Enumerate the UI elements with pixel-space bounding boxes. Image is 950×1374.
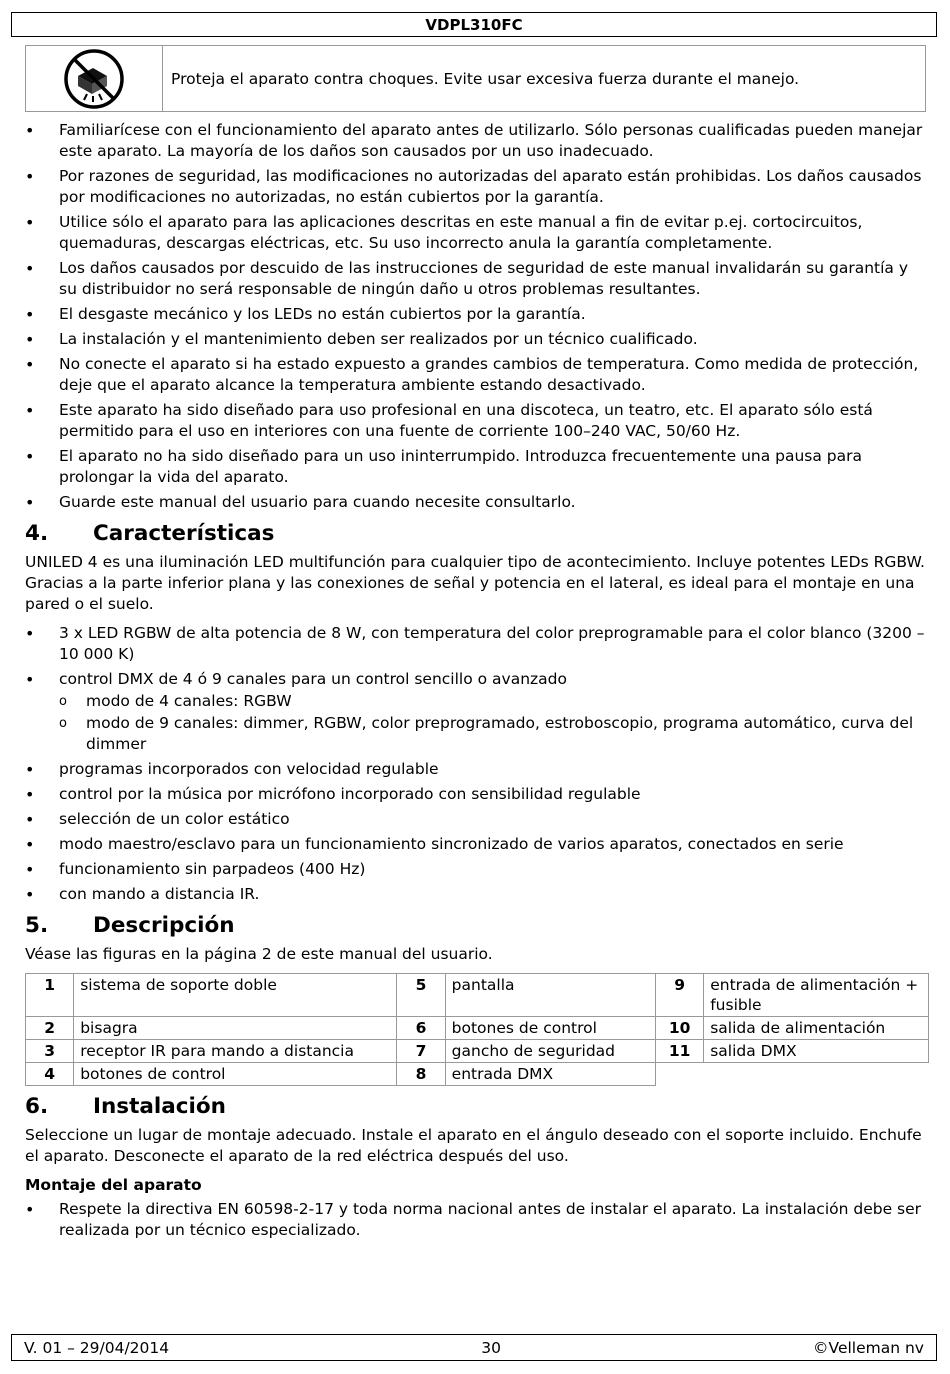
list-item: • Los daños causados por descuido de las instrucciones de seguridad de este manual invalidarán su garantía y su distribuidor no será responsable de ningún daño u otros problemas resultantes. (25, 258, 925, 300)
part-name: botones de control (74, 1063, 397, 1086)
part-name: receptor IR para mando a distancia (74, 1040, 397, 1063)
installation-intro: Seleccione un lugar de montaje adecuado. Instale el aparato en el ángulo deseado con el soporte incluido. Enchufe el aparato. Desconecte el aparato de la red eléctrica después del uso. (25, 1126, 922, 1165)
list-item: • funcionamiento sin parpadeos (400 Hz) (25, 859, 925, 880)
subheading-mounting: Montaje del aparato (25, 1176, 202, 1194)
part-name: entrada de alimentación + fusible (704, 974, 929, 1017)
part-name: salida de alimentación (704, 1017, 929, 1040)
table-row (26, 1017, 929, 1040)
section-number: 4. (25, 521, 49, 546)
sub-list-item: o modo de 9 canales: dimmer, RGBW, color preprogramado, estroboscopio, programa automático, curva del dimmer (59, 713, 925, 755)
footer-copyright: ©Velleman nv (813, 1338, 924, 1357)
no-shock-icon (63, 48, 125, 110)
safety-list (25, 120, 925, 513)
empty-cell (704, 1063, 929, 1086)
list-item: • La instalación y el mantenimiento deben ser realizados por un técnico cualificado. (25, 329, 925, 350)
part-number: 7 (397, 1040, 445, 1063)
warning-icon-cell (26, 46, 163, 111)
part-number: 4 (26, 1063, 74, 1086)
part-number: 11 (656, 1040, 704, 1063)
part-number: 6 (397, 1017, 445, 1040)
part-name: gancho de seguridad (445, 1040, 655, 1063)
part-name: entrada DMX (445, 1063, 655, 1086)
list-item: • Utilice sólo el aparato para las aplicaciones descritas en este manual a fin de evitar p.ej. cortocircuitos, quemaduras, descargas eléctricas, etc. Su uso incorrecto anula la garantía completamente. (25, 212, 925, 254)
parts-table (25, 973, 929, 1086)
section-heading-installation (25, 1096, 925, 1117)
section-title: Características (93, 521, 275, 546)
list-item: • control por la música por micrófono incorporado con sensibilidad regulable (25, 784, 925, 805)
features-intro: UNILED 4 es una iluminación LED multifunción para cualquier tipo de acontecimiento. Incluye potentes LEDs RGBW. Gracias a la parte inferior plana y las conexiones de señal y potencia en el lateral, es ideal para el montaje en una pared o el suelo. (25, 553, 925, 613)
list-item: • Este aparato ha sido diseñado para uso profesional en una discoteca, un teatro, etc. El aparato sólo está permitido para el uso en interiores con una fuente de corriente 100–240 VAC, 50/60 Hz. (25, 400, 925, 442)
list-item: • Respete la directiva EN 60598-2-17 y toda norma nacional antes de instalar el aparato. La instalación debe ser realizada por un técnico especializado. (25, 1199, 925, 1241)
sub-list-item: o modo de 4 canales: RGBW (59, 691, 925, 712)
list-item: • modo maestro/esclavo para un funcionamiento sincronizado de varios aparatos, conectados en serie (25, 834, 925, 855)
warning-text: Proteja el aparato contra choques. Evite usar excesiva fuerza durante el manejo. (171, 69, 800, 88)
part-name: pantalla (445, 974, 655, 1017)
warning-box (25, 45, 926, 112)
list-item: • El aparato no ha sido diseñado para un uso ininterrumpido. Introduzca frecuentemente una pausa para prolongar la vida del aparato. (25, 446, 925, 488)
part-number: 3 (26, 1040, 74, 1063)
list-item: • No conecte el aparato si ha estado expuesto a grandes cambios de temperatura. Como medida de protección, deje que el aparato alcance la temperatura ambiente estando desactivado. (25, 354, 925, 396)
features-list (25, 623, 925, 905)
footer-version: V. 01 – 29/04/2014 (24, 1338, 170, 1357)
part-number: 9 (656, 974, 704, 1017)
list-item: • El desgaste mecánico y los LEDs no están cubiertos por la garantía. (25, 304, 925, 325)
part-name: sistema de soporte doble (74, 974, 397, 1017)
page-content (25, 120, 925, 1245)
part-number: 8 (397, 1063, 445, 1086)
list-item: • selección de un color estático (25, 809, 925, 830)
section-number: 6. (25, 1094, 49, 1119)
list-item: • programas incorporados con velocidad regulable (25, 759, 925, 780)
part-name: bisagra (74, 1017, 397, 1040)
description-intro: Véase las figuras en la página 2 de este manual del usuario. (25, 945, 493, 963)
part-number: 10 (656, 1017, 704, 1040)
part-number: 5 (397, 974, 445, 1017)
section-title: Descripción (93, 913, 235, 938)
part-name: salida DMX (704, 1040, 929, 1063)
page-header (11, 12, 937, 37)
section-heading-features (25, 523, 925, 544)
section-title: Instalación (93, 1094, 226, 1119)
page-footer (11, 1334, 937, 1361)
list-item: • 3 x LED RGBW de alta potencia de 8 W, con temperatura del color preprogramable para el color blanco (3200 – 10 000 K) (25, 623, 925, 665)
list-item (25, 669, 925, 755)
table-row (26, 974, 929, 1017)
mounting-list (25, 1199, 925, 1241)
empty-cell (656, 1063, 704, 1086)
header-title: VDPL310FC (425, 16, 523, 34)
section-heading-description (25, 915, 925, 936)
footer-page-number: 30 (481, 1338, 501, 1357)
sub-list (59, 691, 925, 755)
list-item: • Familiarícese con el funcionamiento del aparato antes de utilizarlo. Sólo personas cualificadas pueden manejar este aparato. La mayoría de los daños son causados por un uso inadecuado. (25, 120, 925, 162)
part-name: botones de control (445, 1017, 655, 1040)
part-number: 2 (26, 1017, 74, 1040)
list-item-text: control DMX de 4 ó 9 canales para un control sencillo o avanzado (59, 670, 567, 688)
part-number: 1 (26, 974, 74, 1017)
list-item: • Por razones de seguridad, las modificaciones no autorizadas del aparato están prohibidas. Los daños causados por modificaciones no autorizadas, no están cubiertos por la garantía. (25, 166, 925, 208)
table-row (26, 1040, 929, 1063)
list-item: • con mando a distancia IR. (25, 884, 925, 905)
list-item: • Guarde este manual del usuario para cuando necesite consultarlo. (25, 492, 925, 513)
table-row (26, 1063, 929, 1086)
section-number: 5. (25, 913, 49, 938)
